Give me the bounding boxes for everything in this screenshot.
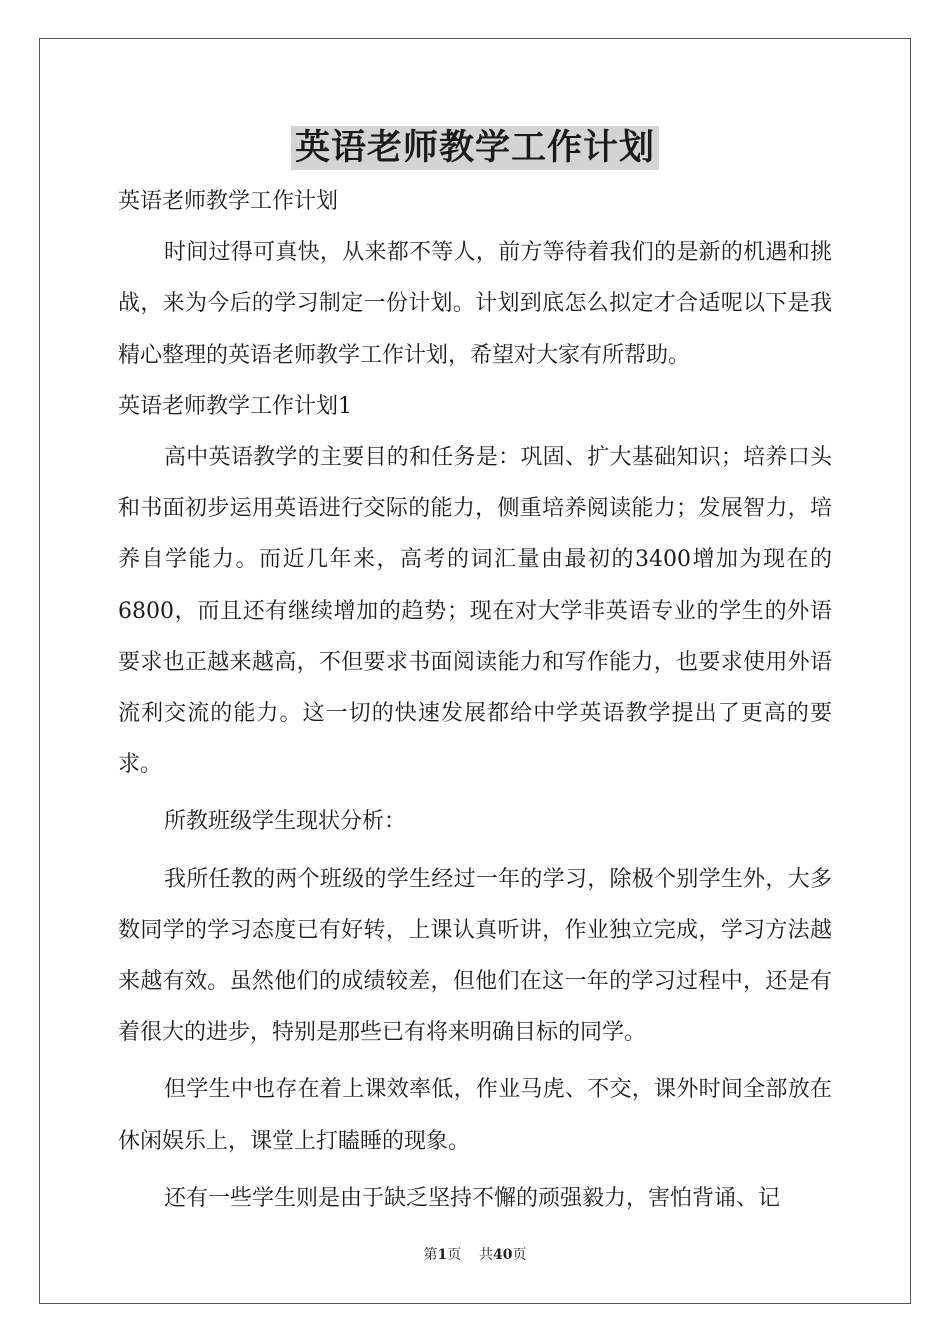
total-pages: 40 [493, 1247, 513, 1263]
paragraph-more-problems: 还有一些学生则是由于缺乏坚持不懈的顽强毅力，害怕背诵、记 [164, 1185, 781, 1211]
page-suffix: 页 [447, 1247, 462, 1263]
document-title: 英语老师教学工作计划 [291, 126, 659, 170]
paragraph-subtitle: 英语老师教学工作计划 [118, 189, 339, 214]
paragraph-problems: 但学生中也存在着上课效率低，作业马虎、不交，课外时间全部放在休闲娱乐上，课堂上打瞌睡的现象。 [118, 1077, 832, 1154]
page-number: 1 [437, 1247, 448, 1263]
section-heading-1: 英语老师教学工作计划1 [118, 393, 352, 419]
title-container [0, 126, 950, 170]
total-suffix: 页 [512, 1247, 527, 1263]
page-footer [0, 1244, 950, 1264]
paragraph-intro: 时间过得可真快，从来都不等人，前方等待着我们的是新的机遇和挑战，来为今后的学习制定一份计划。计划到底怎么拟定才合适呢以下是我精心整理的英语老师教学工作计划，希望对大家有所帮助。 [118, 240, 832, 368]
total-prefix: 共 [479, 1247, 494, 1263]
paragraph-class-analysis-heading: 所教班级学生现状分析： [164, 809, 407, 835]
paragraph-class-status: 我所任教的两个班级的学生经过一年的学习，除极个别学生外，大多数同学的学习态度已有好转，上课认真听讲，作业独立完成，学习方法越来越有效。虽然他们的成绩较差，但他们在这一年的学习过程中，还是有着很大的进步，特别是那些已有将来明确目标的同学。 [118, 866, 832, 1046]
page-prefix: 第 [423, 1247, 438, 1263]
paragraph-goals: 高中英语教学的主要目的和任务是：巩固、扩大基础知识；培养口头和书面初步运用英语进行交际的能力，侧重培养阅读能力；发展智力，培养自学能力。而近几年来，高考的词汇量由最初的3400增加为现在的6800，而且还有继续增加的趋势；现在对大学非英语专业的学生的外语要求也正越来越高，不但要求书面阅读能力和写作能力，也要求使用外语流利交流的能力。这一切的快速发展都给中学英语教学提出了更高的要求。 [118, 445, 832, 778]
document-body [118, 176, 832, 1224]
